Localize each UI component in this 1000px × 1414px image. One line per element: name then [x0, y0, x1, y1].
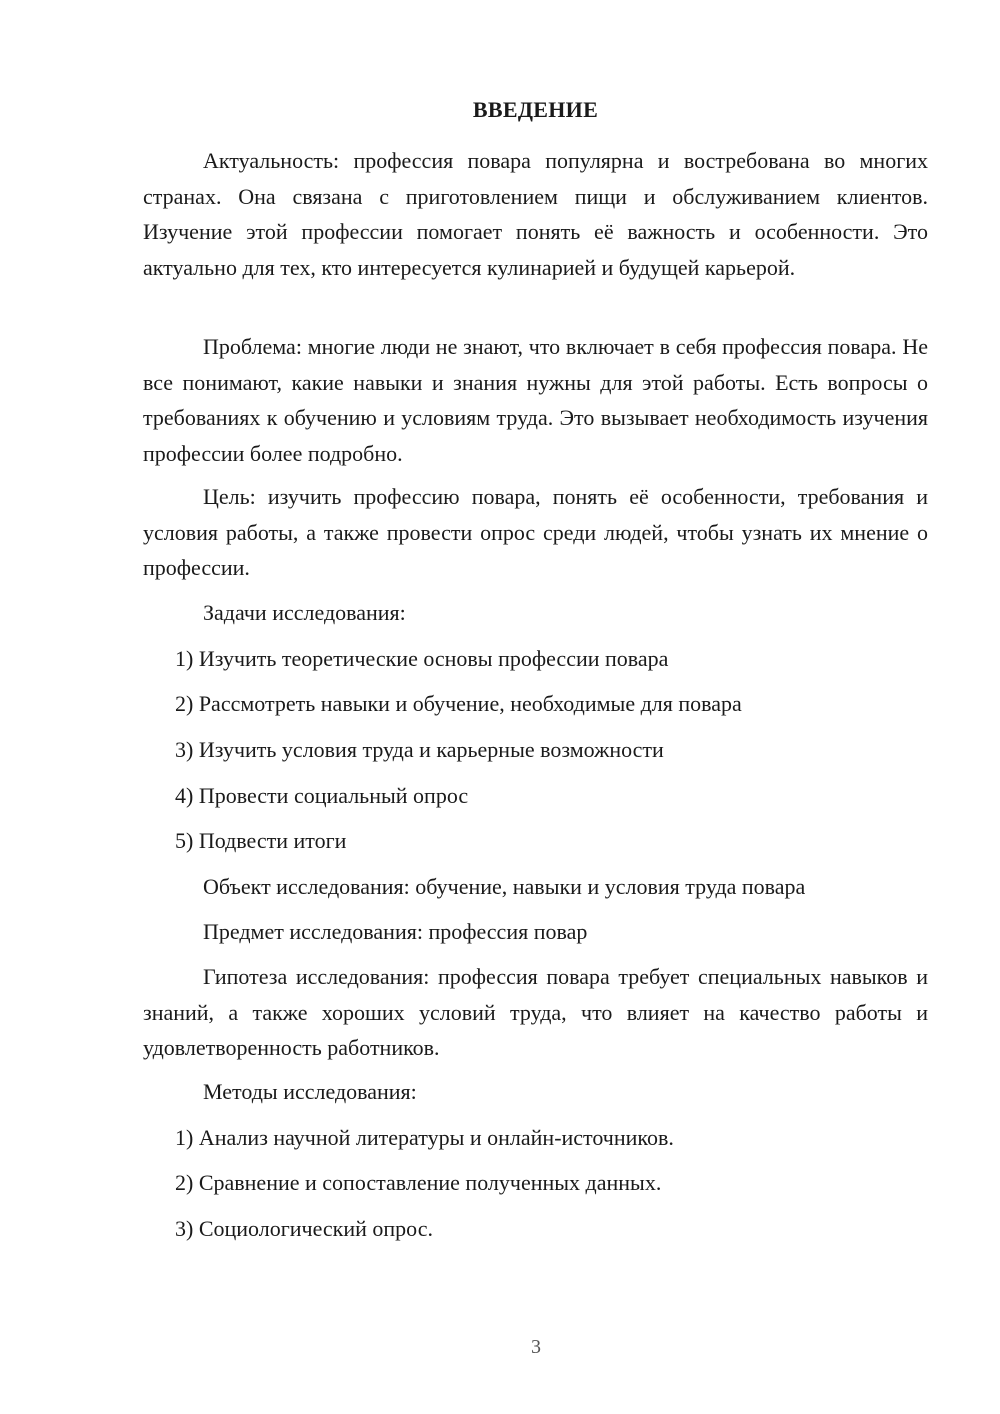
task-item-1: 1) Изучить теоретические основы профессии повара — [175, 646, 669, 671]
method-item-3: 3) Социологический опрос. — [175, 1216, 433, 1241]
method-item-2: 2) Сравнение и сопоставление полученных данных. — [175, 1170, 662, 1195]
task-item-2: 2) Рассмотреть навыки и обучение, необходимые для повара — [175, 691, 742, 716]
relevance-paragraph: Актуальность: профессия повара популярна и востребована во многих странах. Она связана с приготовлением пищи и обслуживанием клиентов. Изучение этой профессии помогает понять её важность и особенности. Это актуально для тех, кто интересуется кулинарией и будущей карьерой. — [143, 148, 928, 280]
hypothesis-paragraph: Гипотеза исследования: профессия повара требует специальных навыков и знаний, а также хороших условий труда, что влияет на качество работы и удовлетворенность работников. — [143, 964, 928, 1060]
task-item-3: 3) Изучить условия труда и карьерные возможности — [175, 737, 664, 762]
page-heading: ВВЕДЕНИЕ — [472, 97, 599, 122]
goal-paragraph: Цель: изучить профессию повара, понять её особенности, требования и условия работы, а также провести опрос среди людей, чтобы узнать их мнение о профессии. — [143, 484, 928, 580]
task-item-5: 5) Подвести итоги — [175, 828, 347, 853]
tasks-heading: Задачи исследования: — [203, 600, 406, 625]
problem-paragraph: Проблема: многие люди не знают, что включает в себя профессия повара. Не все понимают, какие навыки и знания нужны для этой работы. Есть вопросы о требованиях к обучению и условиям труда. Это вызывает необходимость изучения профессии более подробно. — [143, 334, 928, 466]
methods-heading: Методы исследования: — [203, 1079, 417, 1104]
page-number: 3 — [531, 1336, 541, 1358]
research-subject: Предмет исследования: профессия повар — [203, 919, 588, 944]
task-item-4: 4) Провести социальный опрос — [175, 783, 469, 808]
method-item-1: 1) Анализ научной литературы и онлайн-источников. — [175, 1125, 674, 1150]
research-object: Объект исследования: обучение, навыки и условия труда повара — [203, 874, 806, 899]
